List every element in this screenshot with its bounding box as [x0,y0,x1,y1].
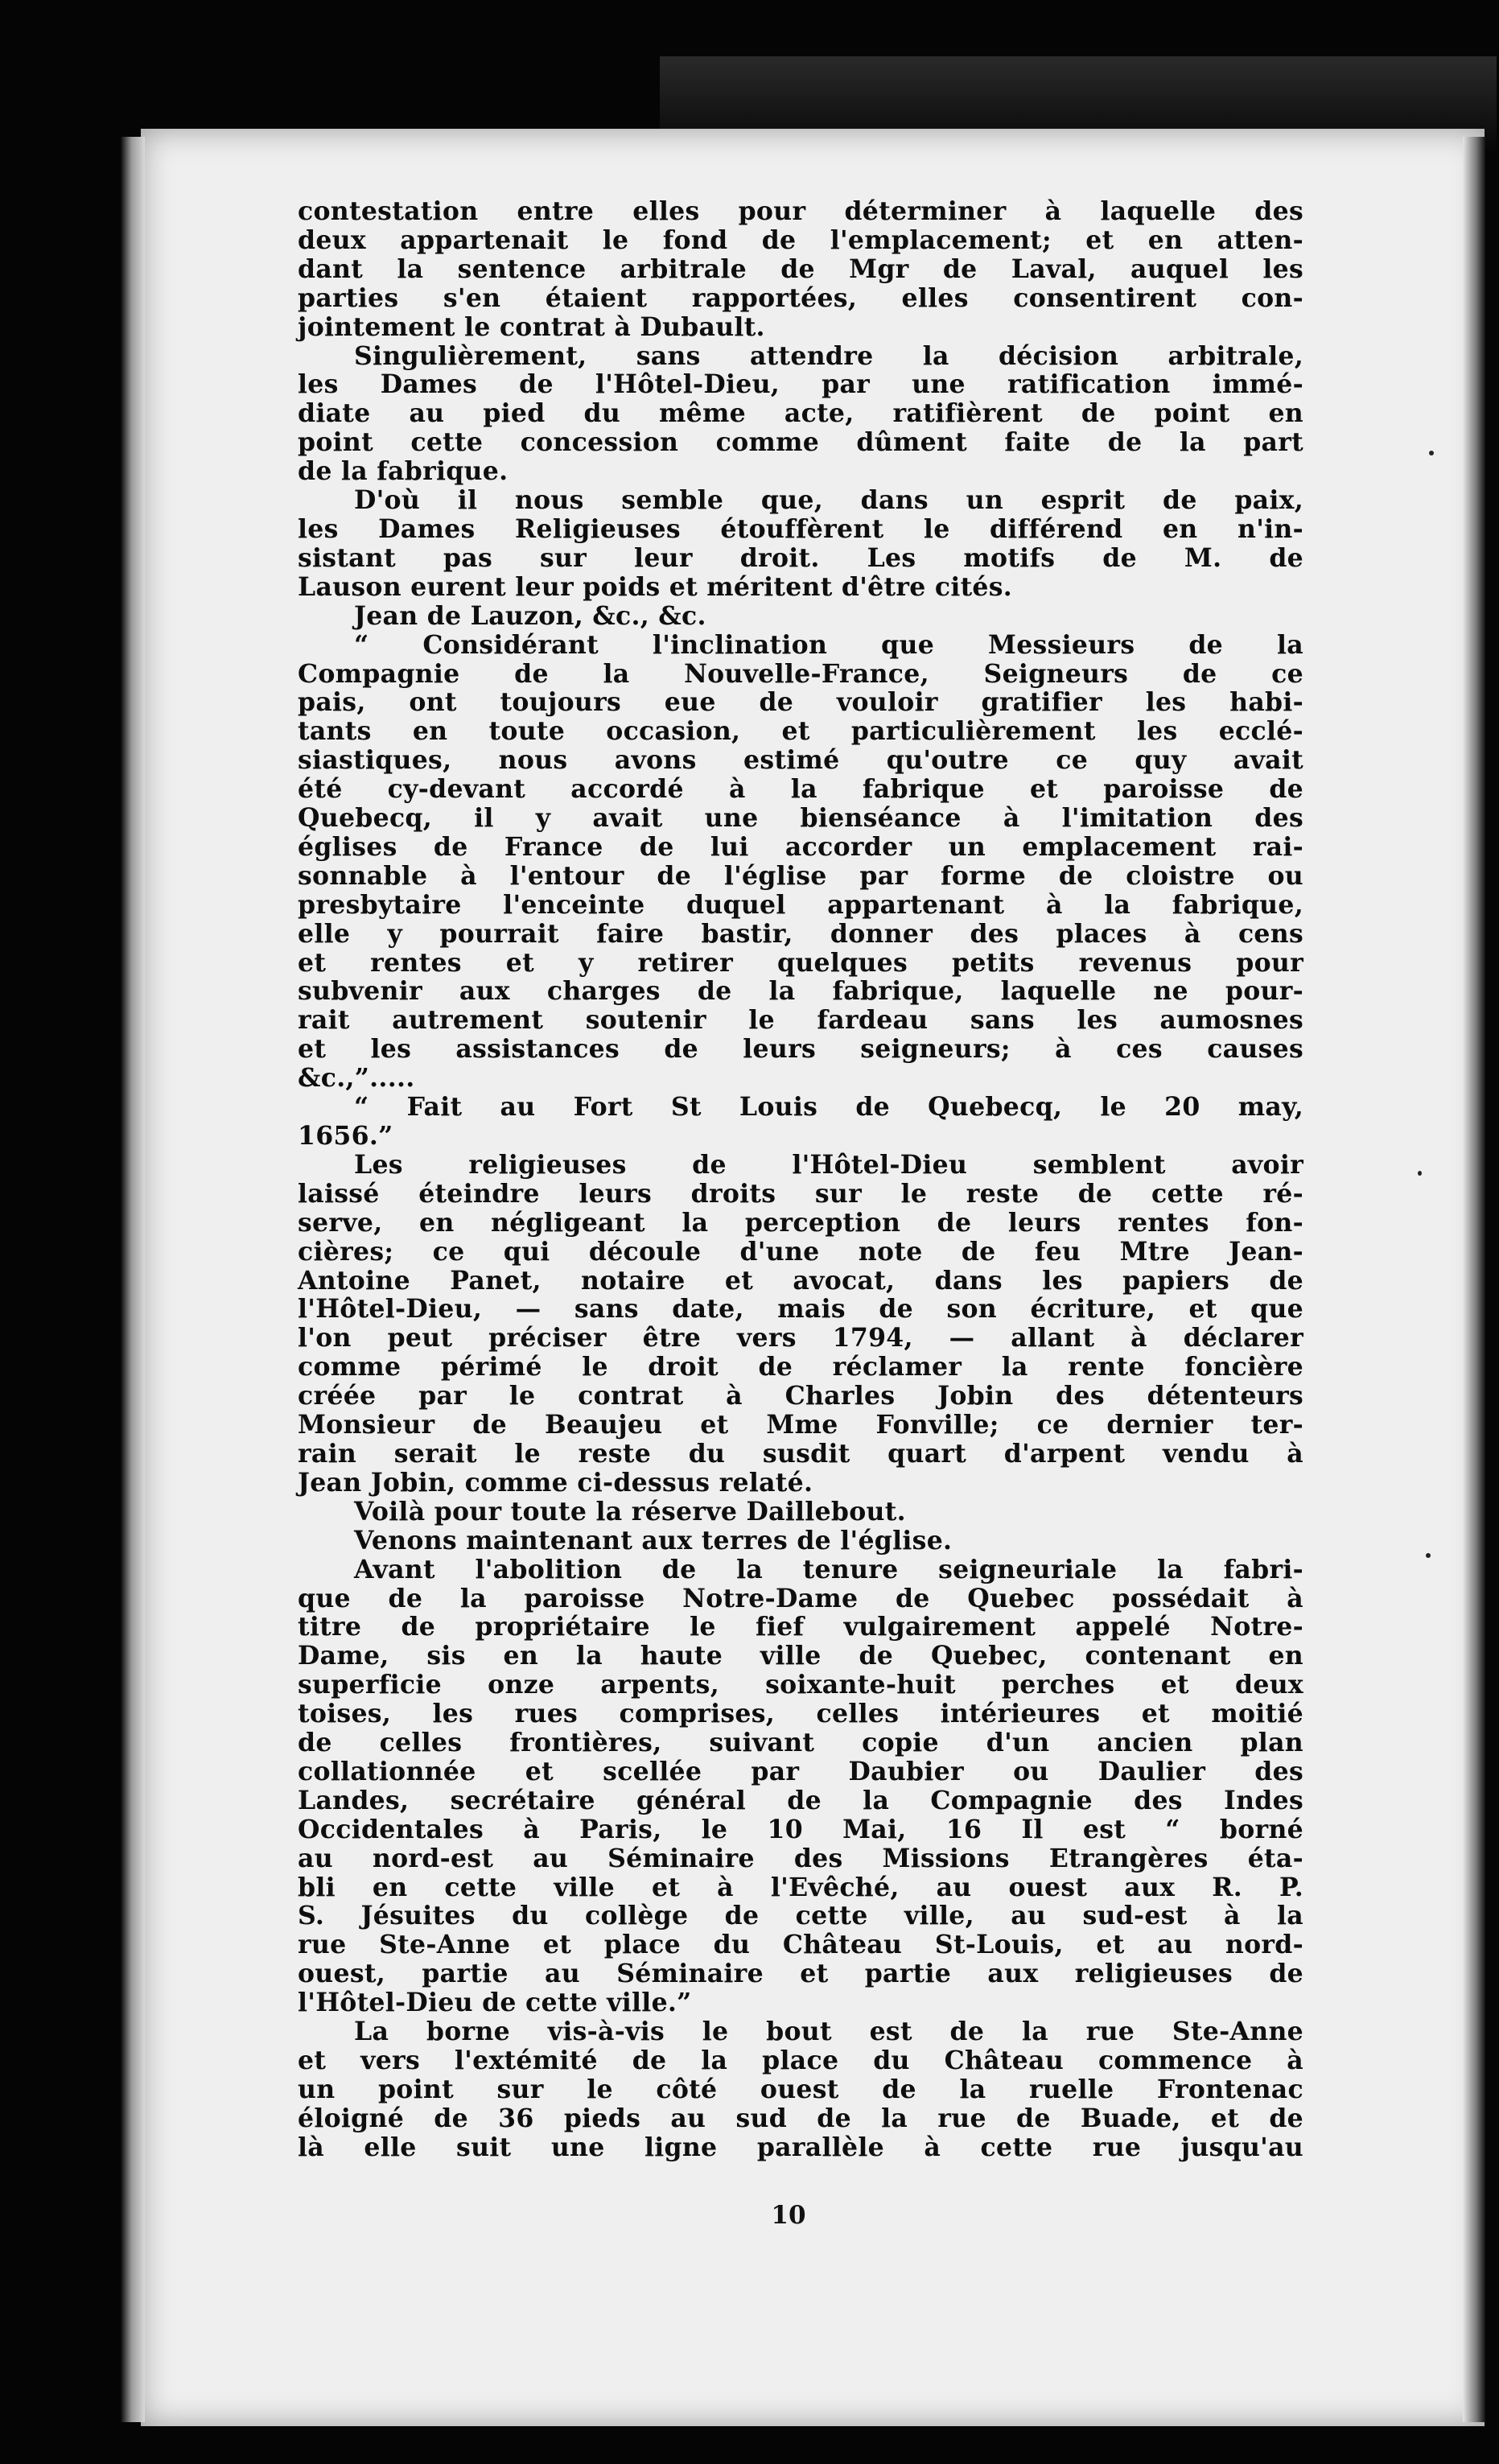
text-line: l'on peut préciser être vers 1794, — allant à déclarer [298,1323,1303,1354]
text-line: point cette concession comme dûment faite de la part [298,427,1303,458]
text-line: S. Jésuites du collège de cette ville, au sud-est à la [298,1901,1303,1931]
text-line: éloigné de 36 pieds au sud de la rue de Buade, et de [298,2103,1303,2133]
scan-speck [1426,1553,1431,1558]
text-line: elle y pourrait faire bastir, donner des places à cens [298,918,1303,949]
text-line: jointement le contrat à Dubault. [298,311,765,342]
text-line: parties s'en étaient rapportées, elles consentirent con- [298,282,1303,313]
text-line: rue Ste-Anne et place du Château St-Louis, et au nord- [298,1930,1303,1960]
text-line: pais, ont toujours eue de vouloir gratifier les habi- [298,687,1303,718]
text-line: Quebecq, il y avait une bienséance à l'imitation des [298,803,1303,834]
text-line: que de la paroisse Notre-Dame de Quebec possédait à [298,1583,1303,1613]
text-line: et les assistances de leurs seigneurs; à ces causes [298,1034,1303,1065]
page-left-edge [121,137,145,2422]
text-line: “ Considérant l'inclination que Messieurs de la [354,629,1303,660]
text-line: au nord-est au Séminaire des Missions Etrangères éta- [298,1843,1303,1873]
text-line: ouest, partie au Séminaire et partie aux religieuses de [298,1959,1303,1989]
text-line: Landes, secrétaire général de la Compagnie des Indes [298,1785,1303,1815]
text-line: siastiques, nous avons estimé qu'outre ce quy avait [298,745,1303,776]
text-line: Singulièrement, sans attendre la décision arbitrale, [354,340,1303,371]
text-line: comme périmé le droit de réclamer la rente foncière [298,1352,1303,1382]
scan-speck [1418,1171,1422,1176]
text-line: collationnée et scellée par Daubier ou Daulier des [298,1756,1303,1786]
text-line: rait autrement soutenir le fardeau sans les aumosnes [298,1005,1303,1036]
text-line: toises, les rues comprises, celles intérieures et moitié [298,1699,1303,1729]
text-line: églises de France de lui accorder un emplacement rai- [298,831,1303,862]
text-line: serve, en négligeant la perception de leurs rentes fon- [298,1207,1303,1238]
page-right-edge [1463,137,1485,2422]
text-line: La borne vis-à-vis le bout est de la rue Ste-Anne [354,2017,1303,2047]
text-line: Antoine Panet, notaire et avocat, dans les papiers de [298,1265,1303,1296]
text-line: Voilà pour toute la réserve Daillebout. [354,1496,906,1527]
text-line: et rentes et y retirer quelques petits revenus pour [298,947,1303,978]
text-line: l'Hôtel-Dieu, — sans date, mais de son écriture, et que [298,1294,1303,1325]
text-line: superficie onze arpents, soixante-huit perches et deux [298,1670,1303,1700]
text-line: de celles frontières, suivant copie d'un ancien plan [298,1728,1303,1758]
scan-speck [1429,451,1434,455]
text-line: subvenir aux charges de la fabrique, laquelle ne pour- [298,976,1303,1007]
text-line: les Dames de l'Hôtel-Dieu, par une ratification immé- [298,369,1303,400]
text-line: cières; ce qui découle d'une note de feu Mtre Jean- [298,1236,1303,1267]
text-line: Venons maintenant aux terres de l'église. [354,1525,953,1555]
text-line: Compagnie de la Nouvelle-France, Seigneurs de ce [298,658,1303,689]
text-line: Dame, sis en la haute ville de Quebec, contenant en [298,1641,1303,1671]
text-line: Avant l'abolition de la tenure seigneuriale la fabri- [354,1554,1303,1584]
text-line: presbytaire l'enceinte duquel appartenant à la fabrique, [298,889,1303,920]
text-line: Jean de Lauzon, &c., &c. [354,600,706,631]
text-line: tants en toute occasion, et particulièrement les ecclé- [298,716,1303,747]
text-line: de la fabrique. [298,456,509,487]
text-line: un point sur le côté ouest de la ruelle Frontenac [298,2074,1303,2104]
text-line: Jean Jobin, comme ci-dessus relaté. [298,1467,813,1498]
text-line: Les religieuses de l'Hôtel-Dieu semblent avoir [354,1149,1303,1180]
text-line: sonnable à l'entour de l'église par forme de cloistre ou [298,860,1303,891]
text-line: 1656.” [298,1121,393,1151]
text-line: Monsieur de Beaujeu et Mme Fonville; ce dernier ter- [298,1410,1303,1440]
text-line: créée par le contrat à Charles Jobin des détenteurs [298,1381,1303,1411]
text-line: “ Fait au Fort St Louis de Quebecq, le 20 may, [354,1092,1303,1123]
text-line: contestation entre elles pour déterminer à laquelle des [298,196,1303,226]
text-line: D'où il nous semble que, dans un esprit de paix, [354,485,1303,516]
text-line: Lauson eurent leur poids et méritent d'être cités. [298,571,1013,602]
text-line: titre de propriétaire le fief vulgairement appelé Notre- [298,1612,1303,1642]
text-line: rain serait le reste du susdit quart d'arpent vendu à [298,1438,1303,1469]
text-line: l'Hôtel-Dieu de cette ville.” [298,1988,692,2018]
text-line: bli en cette ville et à l'Evêché, au ouest aux R. P. [298,1872,1303,1902]
body-text [298,197,1303,2162]
text-line: sistant pas sur leur droit. Les motifs de M. de [298,542,1303,573]
text-line: Occidentales à Paris, le 10 Mai, 16 Il est “ borné [298,1814,1303,1844]
text-line: été cy-devant accordé à la fabrique et paroisse de [298,774,1303,805]
text-line: &c.,”..... [298,1063,415,1094]
text-line: laissé éteindre leurs droits sur le reste de cette ré- [298,1178,1303,1209]
text-line: et vers l'extémité de la place du Château commence à [298,2046,1303,2075]
text-line: les Dames Religieuses étouffèrent le différend en n'in- [298,513,1303,544]
text-line: dant la sentence arbitrale de Mgr de Laval, auquel les [298,253,1303,284]
text-line: diate au pied du même acte, ratifièrent de point en [298,398,1303,429]
text-line: deux appartenait le fond de l'emplacement; et en atten- [298,225,1303,255]
page-number: 10 [771,2201,806,2230]
text-line: là elle suit une ligne parallèle à cette rue jusqu'au [298,2132,1303,2162]
